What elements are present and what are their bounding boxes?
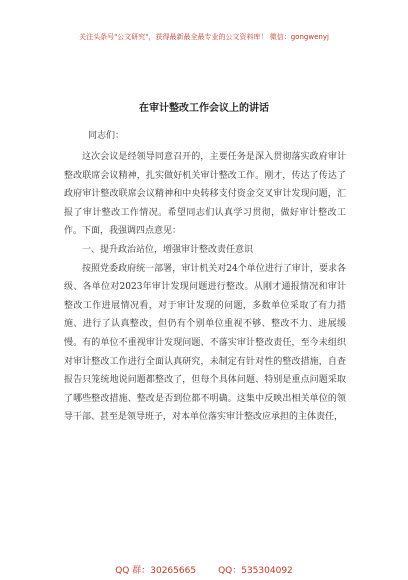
- paragraph-section-1: 按照党委政府统一部署，审计机关对24个单位进行了审计，要求各级、各单位对2023年审计发现问题进行整改。从刚才通报情况和审计整改工作进展情况看，对于审计发现的问题，多数单位采取了有力措施、进行了认真整改，但仍有个别单位重视不够、整改不力、进展缓慢。有的单位不重视审计发现问题、不落实审计整改责任，至今未组织对审计整改工作进行全面认真研究，未制定有针对性的整改措施，自查报告只笼统地说问题都整改了，但每个具体问题、特别是重点问题采取了哪些整改措施、整改是否到位都不明确。这集中反映出相关单位的领导干部、甚至是领导班子，对本单位落实审计整改应承担的主体责任，: [64, 263, 346, 423]
- section-heading-1: 一、提升政治站位，增强审计整改责任意识: [82, 244, 254, 255]
- document-title: 在审计整改工作会议上的讲话: [139, 103, 269, 114]
- document-body: [64, 148, 346, 427]
- footer-qq: QQ：535304092: [218, 566, 293, 576]
- header-banner: 关注头条号"公文研究"，获得最新最全最专业的公文资料库！ 微信：gongwenyj: [79, 33, 329, 41]
- footer-contact: [0, 563, 408, 576]
- paragraph-intro: 这次会议是经领导同意召开的，主要任务是深入贯彻落实政府审计整改联席会议精神，扎实做好机关审计整改工作。刚才，传达了传达了政府审计整改联席会议精神和中央转移支付资金交叉审计发现问题，汇报了审计整改工作情况。希望同志们认真学习贯彻，做好审计整改工作。下面，我强调四点意见：: [64, 152, 346, 237]
- footer-qq-group: QQ 群：30265665: [115, 566, 197, 576]
- salutation: 同志们：: [88, 131, 125, 141]
